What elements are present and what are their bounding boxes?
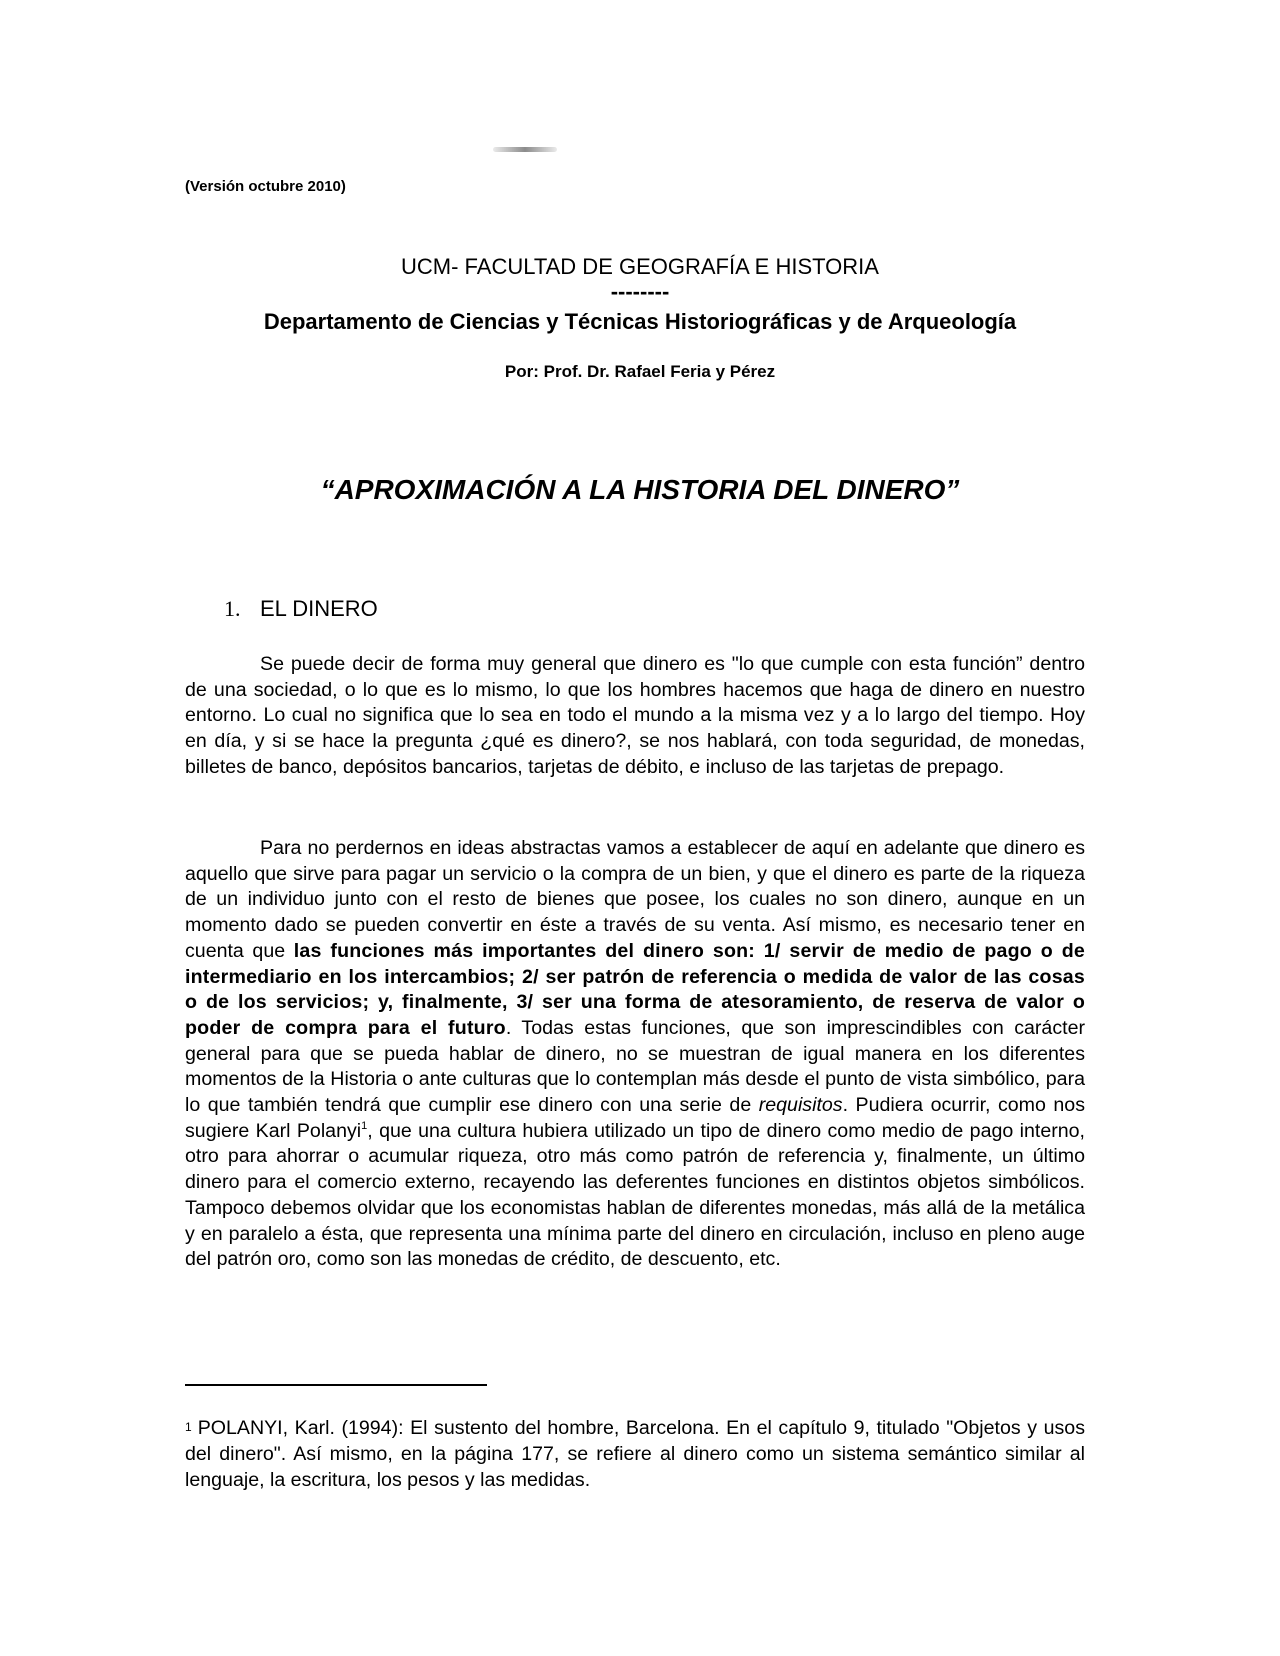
footnote-divider (185, 1384, 487, 1386)
scan-smudge (493, 147, 557, 152)
footnote-text: POLANYI, Karl. (1994): El sustento del hombre, Barcelona. En el capítulo 9, titulado "Objetos y usos del dinero". Así mismo, en la página 177, se refiere al dinero como un sistema semántico similar al lenguaje, la escritura, los pesos y las medidas. (185, 1417, 1085, 1491)
footnote-reference[interactable]: 1 (361, 1119, 368, 1132)
paragraph-2-text (185, 836, 1085, 1273)
paragraph-2-before-ref: . Pudiera ocurrir, como nos sugiere Karl Polanyi (185, 1094, 1085, 1142)
footnote-marker: 1 (185, 1420, 192, 1434)
paragraph-2-ending: , que una cultura hubiera utilizado un tipo de dinero como medio de pago interno, otro para ahorrar o acumular riqueza, otro más como patrón de referencia y, finalmente, un último dinero para el comercio externo, recayendo las deferentes funciones en distintos objetos simbólicos. Tampoco debemos olvidar que los economistas hablan de diferentes monedas, más allá de la metálica y en paralelo a ésta, que representa una mínima parte del dinero en circulación, incluso en pleno auge del patrón oro, como son las monedas de crédito, de descuento, etc. (185, 1119, 1086, 1271)
paragraph-2-intro: Para no perdernos en ideas abstractas vamos a establecer de aquí en adelante que dinero es aquello que sirve para pagar un servicio o la compra de un bien, y que el dinero es parte de la riqueza de un individuo junto con el resto de bienes que posee, los cuales no son dinero, aunque en un momento dado se pueden convertir en éste a través de su venta. Así mismo, es necesario tener en cuenta que (185, 837, 1085, 962)
footnote (185, 1414, 1085, 1493)
institution-heading: UCM- FACULTAD DE GEOGRAFÍA E HISTORIA (401, 254, 879, 279)
department-heading: Departamento de Ciencias y Técnicas Historiográficas y de Arqueología (263, 309, 1017, 334)
paragraph-2-bold: las funciones más importantes del dinero son: 1/ servir de medio de pago o de intermediario en los intercambios; 2/ ser patrón de referencia o medida de valor de las cosas o de los servicios; y, finalmente, 3/ ser una forma de atesoramiento, de reserva de valor o poder de compra para el futuro (185, 939, 1085, 1039)
paragraph-1-text: Se puede decir de forma muy general que dinero es "lo que cumple con esta función” dentro de una sociedad, o lo que es lo mismo, lo que los hombres hacemos que haga de dinero en nuestro entorno. Lo cual no significa que lo sea en todo el mundo a la misma vez y a lo largo del tiempo. Hoy en día, y si se hace la pregunta ¿qué es dinero?, se nos hablará, con toda seguridad, de monedas, billetes de banco, depósitos bancarios, tarjetas de débito, e incluso de las tarjetas de prepago. (185, 653, 1085, 778)
section-title: EL DINERO (260, 596, 378, 621)
section-number: 1. (224, 596, 241, 621)
document-title: “APROXIMACIÓN A LA HISTORIA DEL DINERO” (320, 474, 960, 505)
separator-dashes: -------- (610, 279, 670, 304)
section-heading (224, 596, 378, 622)
paragraph-1 (185, 652, 1085, 781)
author-line: Por: Prof. Dr. Rafael Feria y Pérez (504, 362, 776, 381)
paragraph-2 (185, 836, 1085, 1273)
version-note: (Versión octubre 2010) (185, 178, 346, 195)
paragraph-2-middle: . Todas estas funciones, que son imprescindibles con carácter general para que se pueda hablar de dinero, no se muestran de igual manera en los diferentes momentos de la Historia o ante culturas que lo contemplan más desde el punto de vista simbólico, para lo que también tendrá que cumplir ese dinero con una serie de (185, 1016, 1085, 1117)
paragraph-2-italic: requisitos (758, 1094, 843, 1117)
